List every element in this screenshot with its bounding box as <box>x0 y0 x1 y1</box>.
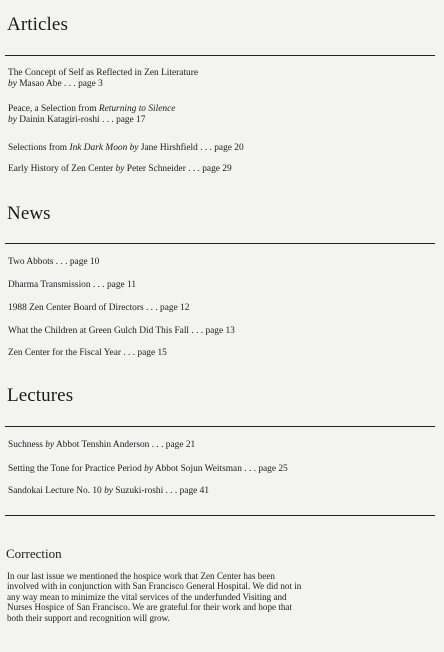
lecture-entry <box>8 486 209 497</box>
by-word: by <box>8 79 17 89</box>
news-title: Two Abbots <box>8 257 54 267</box>
article-page: . . . page 3 <box>64 79 103 89</box>
correction-line: both their support and recognition will grow. <box>7 612 170 623</box>
news-title: Zen Center for the Fiscal Year <box>8 348 121 358</box>
lectures-heading: Lectures <box>7 385 74 406</box>
article-page: . . . page 29 <box>188 164 232 174</box>
by-word: by <box>144 464 153 474</box>
news-entry <box>8 348 167 359</box>
lecture-author: Abbot Sojun Weitsman <box>154 464 242 474</box>
correction-paragraph <box>7 571 432 623</box>
by-word: by <box>115 164 125 174</box>
news-entry <box>8 257 99 268</box>
article-title: Early History of Zen Center by Peter Schneider . . . page 29 <box>8 164 232 174</box>
by-word: by <box>104 486 113 496</box>
article-page: . . . page 20 <box>200 143 244 153</box>
news-title: Dharma Transmission <box>8 280 91 290</box>
news-entry <box>8 303 189 314</box>
news-page: . . . page 15 <box>123 348 167 358</box>
article-author: Dainin Katagiri-roshi <box>19 115 100 125</box>
news-entry <box>8 326 235 337</box>
by-word: by <box>45 440 55 450</box>
lecture-entry <box>8 464 288 475</box>
article-author: Jane Hirshfield <box>140 143 198 153</box>
articles-divider <box>5 55 435 56</box>
lecture-author: Abbot Tenshin Anderson <box>55 440 150 450</box>
article-byline <box>8 79 198 90</box>
lectures-divider <box>5 426 435 427</box>
correction-line: involved with in conjunction with San Francisco General Hospital. We did not in <box>7 581 302 592</box>
lecture-page: . . . page 41 <box>165 486 210 496</box>
article-author: Masao Abe <box>19 79 62 89</box>
article-byline <box>8 115 175 126</box>
lecture-author: Suzuki-roshi <box>115 486 164 496</box>
articles-heading: Articles <box>7 14 68 35</box>
news-heading: News <box>7 203 51 224</box>
article-entry <box>8 143 244 154</box>
correction-heading: Correction <box>6 546 62 561</box>
lecture-title: Sandokai Lecture No. 10 <box>8 486 102 496</box>
news-divider <box>5 243 435 244</box>
lecture-page: . . . page 21 <box>151 440 196 450</box>
news-entry <box>8 280 136 291</box>
article-entry <box>8 164 232 175</box>
news-page: . . . page 11 <box>92 280 137 290</box>
lecture-title: Setting the Tone for Practice Period <box>8 464 142 474</box>
lecture-page: . . . page 25 <box>244 464 288 474</box>
correction-divider <box>5 515 435 516</box>
correction-line: any way mean to minimize the vital services of the underfunded Visiting and <box>7 591 287 602</box>
article-title: The Concept of Self as Reflected in Zen Literature <box>8 68 199 78</box>
article-author: Peter Schneider <box>126 164 186 174</box>
article-title: Selections from Ink Dark Moon by Jane Hirshfield . . . page 20 <box>8 143 244 153</box>
by-word: by <box>129 143 139 153</box>
by-word: by <box>8 115 17 125</box>
lecture-title: Suchness <box>8 440 43 450</box>
news-page: . . . page 13 <box>191 326 235 336</box>
news-page: . . . page 12 <box>145 303 190 313</box>
lecture-entry <box>8 440 195 451</box>
article-entry <box>8 104 175 126</box>
correction-line: Nurses Hospice of San Francisco. We are grateful for their work and hope that <box>7 602 292 613</box>
article-entry <box>8 68 198 90</box>
correction-line: In our last issue we mentioned the hospice work that Zen Center has been <box>7 571 275 581</box>
news-page: . . . page 10 <box>55 257 100 267</box>
news-title: What the Children at Green Gulch Did This Fall <box>8 326 190 336</box>
article-page: . . . page 17 <box>102 115 146 125</box>
news-title: 1988 Zen Center Board of Directors <box>8 303 144 313</box>
article-title: Peace, a Selection from Returning to Silence <box>8 104 176 114</box>
